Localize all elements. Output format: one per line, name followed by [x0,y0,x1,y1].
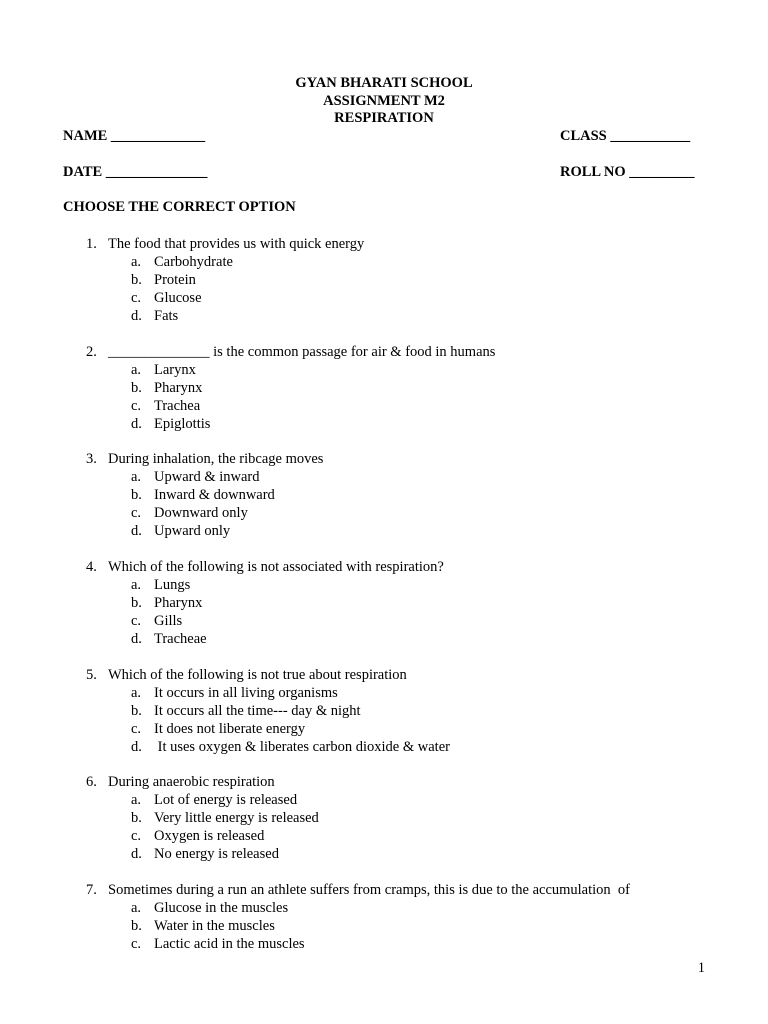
topic-title: RESPIRATION [334,110,434,126]
date-field: DATE ______________ [63,164,208,180]
option-letter: a. [131,900,142,917]
assignment-title: ASSIGNMENT M2 [323,92,445,109]
option [0,899,768,917]
option-text: It uses oxygen & liberates carbon dioxide & water [154,738,450,755]
option-text: Upward only [154,523,231,540]
question-5 [0,666,768,756]
option-text: Pharynx [154,595,203,612]
option [0,576,768,594]
question-text: Which of the following is not true about respiration [108,666,407,683]
page-number: 1 [697,960,705,976]
option-letter: b. [131,810,142,827]
question-text: During inhalation, the ribcage moves [108,451,324,468]
option-text: It does not liberate energy [154,720,306,737]
option-text: No energy is released [154,846,279,863]
option [0,845,768,863]
option-letter: c. [131,505,142,522]
option [0,720,768,738]
option-text: It occurs all the time--- day & night [154,702,361,719]
option [0,486,768,504]
option-text: Lungs [154,577,191,594]
option-text: Trachea [154,397,201,414]
option-letter: d. [131,631,142,648]
option [0,702,768,720]
question-number: 7. [86,882,97,899]
section-title: CHOOSE THE CORRECT OPTION [63,199,296,215]
option [0,415,768,433]
option [0,307,768,325]
question-4 [0,558,768,648]
option-letter: d. [131,738,142,755]
question-number: 1. [86,236,97,252]
question-2 [0,343,768,433]
question-number: 6. [86,774,97,791]
document-header [0,75,768,128]
question-number: 4. [86,559,97,576]
option-letter: a. [131,577,142,594]
option-letter: b. [131,918,142,935]
option [0,738,768,756]
question-3 [0,450,768,540]
option [0,361,768,379]
option-letter: a. [131,792,142,809]
option-letter: b. [131,595,142,612]
option-text: Very little energy is released [154,810,319,827]
option-letter: b. [131,272,142,288]
question-list [0,235,768,971]
option-letter: a. [131,684,142,701]
option-text: Gills [154,613,183,630]
option-letter: d. [131,308,142,324]
option-text: Lactic acid in the muscles [154,936,305,953]
question-number: 5. [86,666,97,683]
option-letter: c. [131,290,142,306]
question-6 [0,773,768,863]
option-text: Upward & inward [154,469,260,486]
option-text: Carbohydrate [154,254,233,270]
name-field: NAME _____________ [63,128,206,144]
option-letter: c. [131,936,142,953]
option [0,791,768,809]
option-text: Epiglottis [154,415,211,432]
question-text: Which of the following is not associated with respiration? [108,559,444,576]
option [0,594,768,612]
option [0,379,768,397]
option-text: Oxygen is released [154,828,265,845]
option-letter: b. [131,487,142,504]
option [0,630,768,648]
option [0,612,768,630]
option-letter: a. [131,361,142,378]
option-text: Glucose [154,290,202,306]
option [0,504,768,522]
option [0,935,768,953]
option-letter: b. [131,702,142,719]
option-letter: a. [131,469,142,486]
option [0,253,768,271]
option-letter: b. [131,379,142,396]
option-text: Inward & downward [154,487,275,504]
option-letter: c. [131,397,142,414]
option-letter: c. [131,613,142,630]
question-number: 3. [86,451,97,468]
option-letter: a. [131,254,142,270]
option-letter: c. [131,828,142,845]
option-text: Larynx [154,361,196,378]
option [0,289,768,307]
option [0,917,768,935]
option [0,522,768,540]
option-letter: d. [131,846,142,863]
option [0,397,768,415]
option-text: Protein [154,272,196,288]
option-text: It occurs in all living organisms [154,684,338,701]
option-text: Tracheae [154,631,207,648]
option-letter: c. [131,720,142,737]
option-text: Fats [154,308,179,324]
question-7 [0,881,768,953]
school-name: GYAN BHARATI SCHOOL [295,75,473,91]
option [0,684,768,702]
question-text: The food that provides us with quick energy [108,236,365,252]
option-letter: d. [131,523,142,540]
question-text: Sometimes during a run an athlete suffers from cramps, this is due to the accumulation of [108,882,631,899]
option-letter: d. [131,415,142,432]
question-text: ______________ is the common passage for air & food in humans [108,343,496,360]
option-text: Lot of energy is released [154,792,298,809]
class-field: CLASS ___________ [560,128,691,144]
option [0,468,768,486]
question-number: 2. [86,343,97,360]
option-text: Glucose in the muscles [154,900,289,917]
roll-no-field: ROLL NO _________ [560,164,695,180]
option-text: Water in the muscles [154,918,275,935]
option-text: Downward only [154,505,248,522]
option [0,809,768,827]
question-text: During anaerobic respiration [108,774,275,791]
option-text: Pharynx [154,379,203,396]
option [0,271,768,289]
option [0,827,768,845]
question-1 [0,235,768,325]
